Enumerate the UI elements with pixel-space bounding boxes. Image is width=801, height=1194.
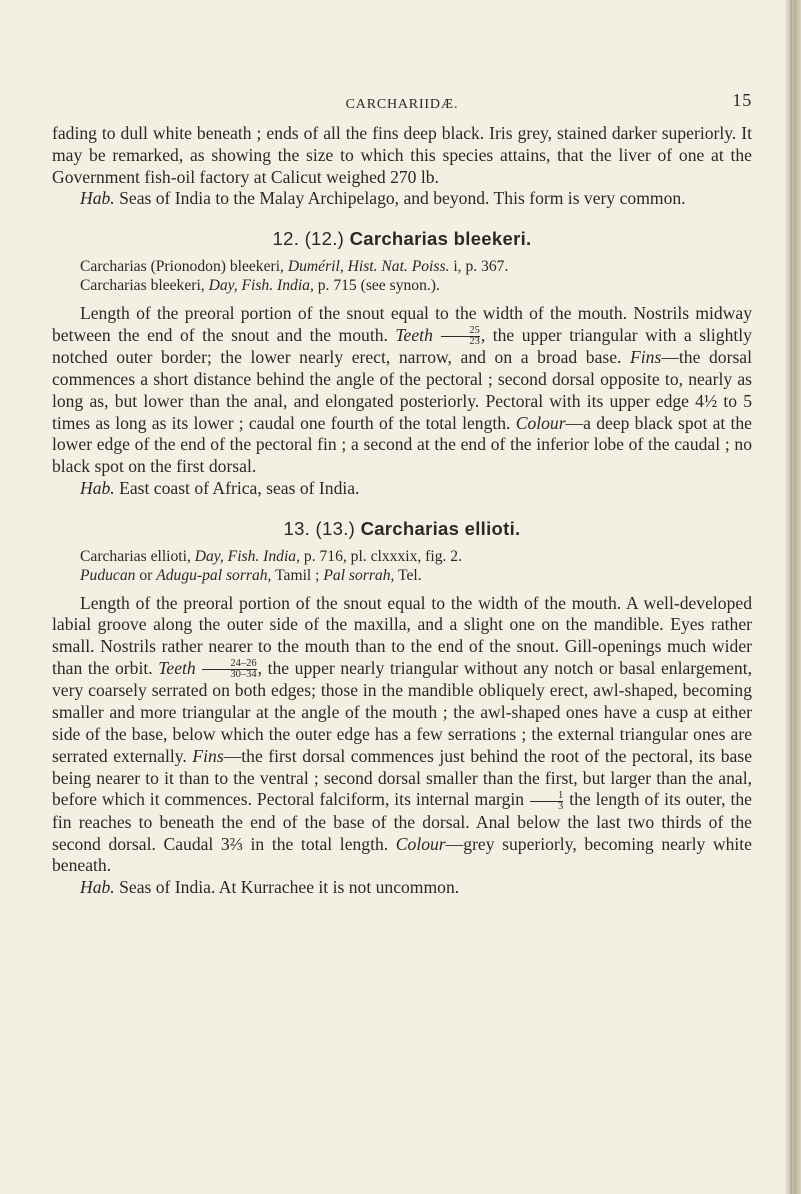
species-number: 13. (13.) [283, 517, 356, 539]
description-text: the length of its outer, the fin reaches to beneath the end of the base of the dorsal. Anal below the last two thirds of the second dorsal. Caudal 3⅔ in the total length. [52, 789, 752, 854]
species-number: 12. (12.) [272, 228, 345, 250]
species-name: Carcharias bleekeri. [349, 228, 532, 250]
synonym-page: p. 715 (see synon.). [313, 276, 440, 294]
species-description [52, 593, 752, 878]
synonym-page: i, p. 367. [449, 257, 509, 275]
habitat-label: Hab. [80, 478, 115, 499]
habitat-label: Hab. [80, 188, 115, 209]
synonym-line [52, 257, 752, 276]
teeth-label: Teeth [158, 658, 196, 678]
margin-fraction [530, 791, 563, 812]
synonym-text: Carcharias bleekeri, [80, 276, 209, 294]
habitat-text: Seas of India. At Kurrachee it is not uncommon. [114, 877, 460, 898]
vernacular-language: Tamil ; [271, 566, 324, 584]
species-name: Carcharias ellioti. [360, 517, 521, 539]
description-text: Length of the preoral portion of the snout equal to the width of the mouth. Nostrils midway between the end of the snout and the mouth. [52, 302, 752, 345]
description-text: , the upper triangular with a slightly notched outer border; the lower nearly erect, narrow, and on a broad base. [52, 324, 752, 368]
synonym-page: p. 716, pl. clxxxix, fig. 2. [300, 547, 462, 565]
synonym-text: Carcharias ellioti, [80, 547, 195, 565]
description-text: —the first dorsal commences just behind the root of the pectoral, its base being nearer to it than to the ventral ; second dorsal smaller than the first, but larger than the anal, before which it commences. Pectoral falciform, its internal margin [52, 745, 752, 810]
formula-lower: 23 [441, 336, 480, 347]
running-head [52, 92, 752, 114]
teeth-label: Teeth [395, 324, 433, 345]
fraction-denominator: 3 [530, 801, 563, 812]
page-content [52, 123, 752, 899]
synonym-reference: Day, Fish. India, [208, 276, 314, 294]
habitat-text: East coast of Africa, seas of India. [114, 478, 360, 499]
species-habitat [52, 877, 752, 899]
synonym-reference: Duméril, Hist. Nat. Poiss. [287, 257, 450, 275]
fraction-numerator: 1 [558, 789, 564, 801]
continued-habitat [52, 188, 752, 210]
formula-upper: 24–26 [230, 658, 257, 670]
formula-upper: 25 [469, 325, 480, 337]
vernacular-line [52, 566, 752, 585]
spacer [52, 295, 752, 303]
species-heading-12 [52, 228, 752, 250]
vernacular-text: or [135, 566, 157, 584]
habitat-label: Hab. [80, 877, 115, 898]
continued-paragraph [52, 123, 752, 188]
colour-label: Colour [395, 833, 446, 854]
description-text: Length of the preoral portion of the snout equal to the width of the mouth. A well-developed labial groove along the outer side of the maxilla, and a slight one on the mandible. Eyes rather small. Nostrils rather nearer to the mouth than to the end of the snout. Gill-openings much wider than the orbit. [52, 592, 752, 678]
synonym-reference: Day, Fish. India, [194, 547, 300, 565]
fins-label: Fins [630, 347, 662, 368]
colour-label: Colour [515, 412, 566, 433]
species-description [52, 303, 752, 478]
synonym-line [52, 547, 752, 566]
continued-text: fading to dull white beneath ; ends of all the fins deep black. Iris grey, stained darker superiorly. It may be remarked, as showing the size to which this species attains, that the liver of one at the Government fish-oil factory at Calicut weighed 270 lb. [52, 123, 752, 187]
description-text: —grey superiorly, becoming nearly white beneath. [52, 833, 752, 876]
description-text: , the upper nearly triangular without any notch or basal enlargement, very coarsely serrated on both edges; those in the mandible obliquely erect, awl-shaped, becoming smaller and more triangular at the angle of the mouth ; the awl-shaped ones have a cusp at either side of the base, below which the outer edge has a few serrations ; the external triangular ones are serrated externally. [52, 658, 752, 766]
vernacular-name: Adugu-pal sorrah, [156, 566, 272, 584]
description-text: —the dorsal commences a short distance behind the angle of the pectoral ; second dorsal opposite to, nearly as long as, but lower than the anal, and elongated posteriorly. Pectoral with its upper edge 4½ to 5 times as long as its lower ; caudal one fourth of the total length. [52, 347, 752, 433]
page-number: 15 [732, 90, 752, 110]
spacer [52, 585, 752, 593]
teeth-formula [441, 326, 480, 347]
species-habitat [52, 478, 752, 500]
synonym-text: Carcharias (Prionodon) bleekeri, [80, 257, 288, 275]
fins-label: Fins [192, 745, 224, 766]
synonym-line [52, 276, 752, 295]
vernacular-name: Puducan [80, 566, 136, 584]
vernacular-name: Pal sorrah, [323, 566, 395, 584]
page-edge [785, 0, 801, 1194]
species-heading-13 [52, 518, 752, 540]
vernacular-language: Tel. [394, 566, 422, 584]
description-text: —a deep black spot at the lower edge of the end of the pectoral fin ; a second at the end of the inferior lobe of the caudal ; no black spot on the first dorsal. [52, 412, 752, 477]
habitat-text: Seas of India to the Malay Archipelago, and beyond. This form is very common. [114, 188, 686, 209]
running-title: CARCHARIIDÆ. [345, 97, 459, 112]
formula-lower: 30–34 [202, 669, 256, 680]
teeth-formula [202, 659, 256, 680]
